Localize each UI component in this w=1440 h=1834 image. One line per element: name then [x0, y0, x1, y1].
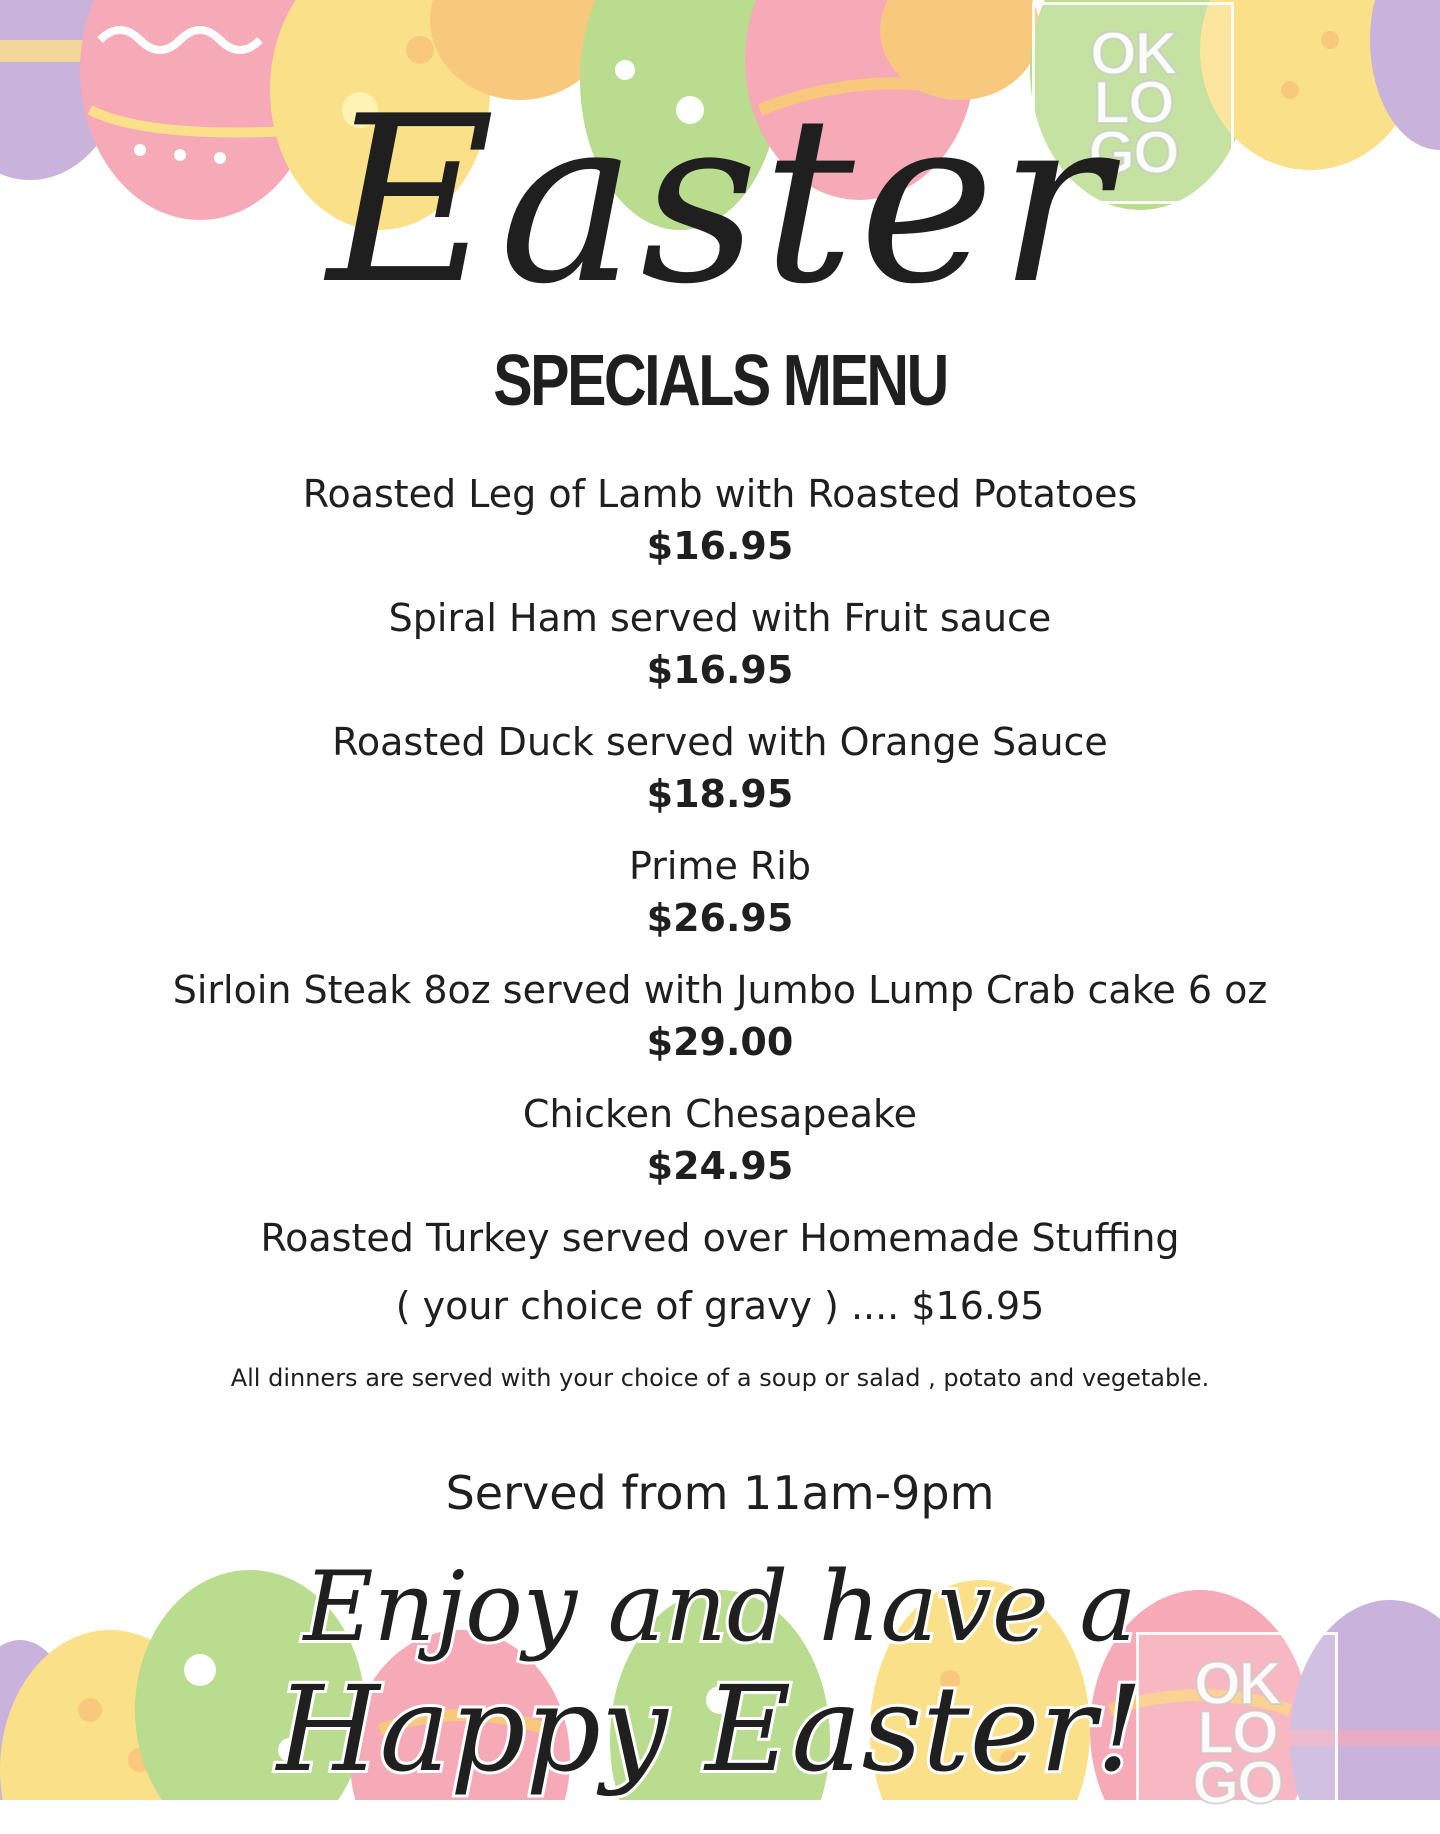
page-subtitle: SPECIALS MENU: [493, 341, 947, 421]
closing-line-1: Enjoy and have a: [303, 1551, 1137, 1663]
closing-greeting: [0, 1530, 1440, 1800]
menu-item: [0, 716, 1440, 820]
dinner-note: All dinners are served with your choice of a soup or salad , potato and vegetable.: [230, 1364, 1210, 1392]
menu-item-price: $24.95: [646, 1144, 794, 1188]
menu-item-price-line: ( your choice of gravy ) .... $16.95: [395, 1284, 1045, 1328]
easter-title-text: Easter: [327, 68, 1113, 335]
menu-item-name: Prime Rib: [629, 844, 811, 888]
menu-item-name: Roasted Turkey served over Homemade Stuffing: [260, 1216, 1180, 1260]
menu-item-name: Spiral Ham served with Fruit sauce: [388, 596, 1052, 640]
menu-item-turkey: [0, 1212, 1440, 1334]
menu-item: [0, 964, 1440, 1068]
menu-item-name: Roasted Leg of Lamb with Roasted Potatoes: [302, 472, 1138, 516]
menu-item: [0, 592, 1440, 696]
menu-item-price: $26.95: [646, 896, 794, 940]
serving-hours: Served from 11am-9pm: [445, 1466, 995, 1520]
menu-item: [0, 1088, 1440, 1192]
menu-item-name: Roasted Duck served with Orange Sauce: [332, 720, 1108, 764]
closing-line-2: Happy Easter!: [276, 1660, 1144, 1798]
menu-item: [0, 468, 1440, 572]
menu-list: [0, 468, 1440, 1354]
easter-script-title: [0, 40, 1440, 370]
menu-item-name: Sirloin Steak 8oz served with Jumbo Lump Crab cake 6 oz: [172, 968, 1268, 1012]
menu-item-price: $16.95: [646, 648, 794, 692]
brand-logo: OK LO GO: [1136, 1632, 1338, 1834]
menu-item: [0, 840, 1440, 944]
menu-item-price: $16.95: [646, 524, 794, 568]
menu-item-name: Chicken Chesapeake: [522, 1092, 918, 1136]
brand-logo: OK LO GO: [1032, 2, 1234, 204]
menu-item-price: $18.95: [646, 772, 794, 816]
menu-item-price: $29.00: [646, 1020, 794, 1064]
